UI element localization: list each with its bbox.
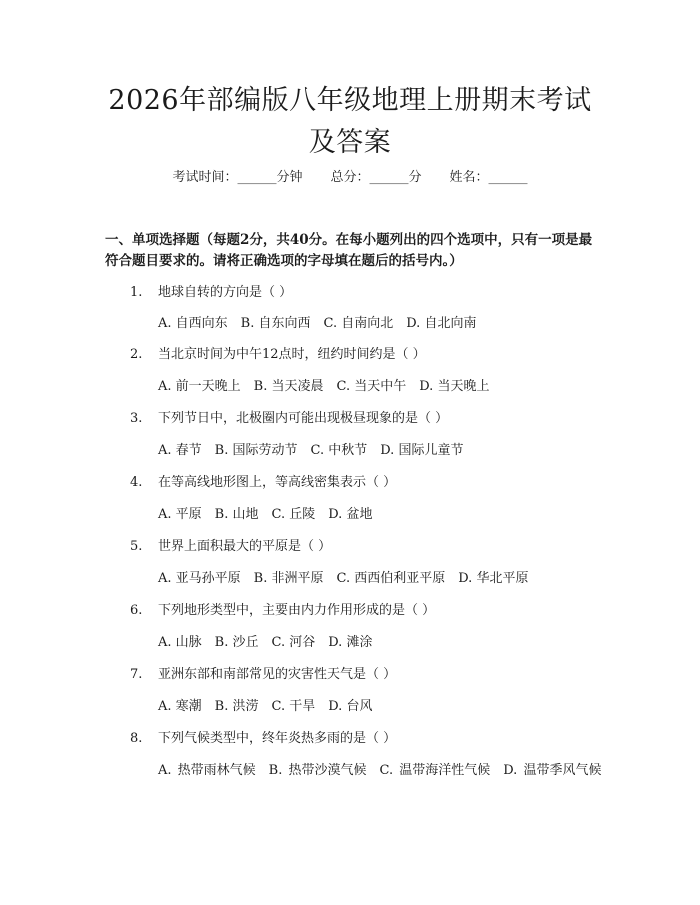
exam-title: 2026年部编版八年级地理上册期末考试及答案 <box>108 85 592 158</box>
question-text: 亚洲东部和南部常见的灾害性天气是（ ） <box>158 667 397 682</box>
question-7-options: A. 寒潮 B. 洪涝 C. 干旱 D. 台风 <box>158 699 373 714</box>
question-8-options: A. 热带雨林气候 B. 热带沙漠气候 C. 温带海洋性气候 D. 温带季风气候 <box>158 763 602 778</box>
question-number: 3. <box>130 411 143 426</box>
question-text: 下列节日中，北极圈内可能出现极昼现象的是（ ） <box>158 411 449 426</box>
question-number: 2. <box>130 347 143 362</box>
exam-meta <box>0 168 700 188</box>
question-4-options: A. 平原 B. 山地 C. 丘陵 D. 盆地 <box>158 507 373 522</box>
question-2 <box>130 345 426 365</box>
question-5 <box>130 537 331 557</box>
question-7 <box>130 665 396 685</box>
question-8 <box>130 729 396 749</box>
question-5-options: A. 亚马孙平原 B. 非洲平原 C. 西西伯利亚平原 D. 华北平原 <box>158 571 529 586</box>
question-text: 当北京时间为中午12点时，纽约时间约是（ ） <box>158 347 426 362</box>
question-6 <box>130 601 435 621</box>
question-text: 下列气候类型中，终年炎热多雨的是（ ） <box>158 731 397 746</box>
question-text: 在等高线地形图上，等高线密集表示（ ） <box>158 475 397 490</box>
question-1-options: A. 自西向东 B. 自东向西 C. 自南向北 D. 自北向南 <box>158 316 477 331</box>
question-6-options: A. 山脉 B. 沙丘 C. 河谷 D. 滩涂 <box>158 635 373 650</box>
question-4 <box>130 473 396 493</box>
question-1 <box>130 283 292 303</box>
question-text: 下列地形类型中，主要由内力作用形成的是（ ） <box>158 603 436 618</box>
question-number: 7. <box>130 667 143 682</box>
question-text: 世界上面积最大的平原是（ ） <box>158 539 332 554</box>
question-number: 6. <box>130 603 143 618</box>
student-name-field: 姓名：______ <box>449 170 528 185</box>
question-number: 8. <box>130 731 143 746</box>
question-3 <box>130 409 448 429</box>
question-number: 1. <box>130 285 143 300</box>
section-heading: 一、单项选择题（每题2分，共40分。在每小题列出的四个选项中，只有一项是最符合题目要求的。请将正确选项的字母填在题后的括号内。） <box>105 232 593 269</box>
question-3-options: A. 春节 B. 国际劳动节 C. 中秋节 D. 国际儿童节 <box>158 443 464 458</box>
question-number: 4. <box>130 475 143 490</box>
exam-time-field: 考试时间：______分钟 <box>172 170 303 185</box>
question-text: 地球自转的方向是（ ） <box>158 285 293 300</box>
question-number: 5. <box>130 539 143 554</box>
total-score-field: 总分：______分 <box>330 170 422 185</box>
question-2-options: A. 前一天晚上 B. 当天凌晨 C. 当天中午 D. 当天晚上 <box>158 379 490 394</box>
